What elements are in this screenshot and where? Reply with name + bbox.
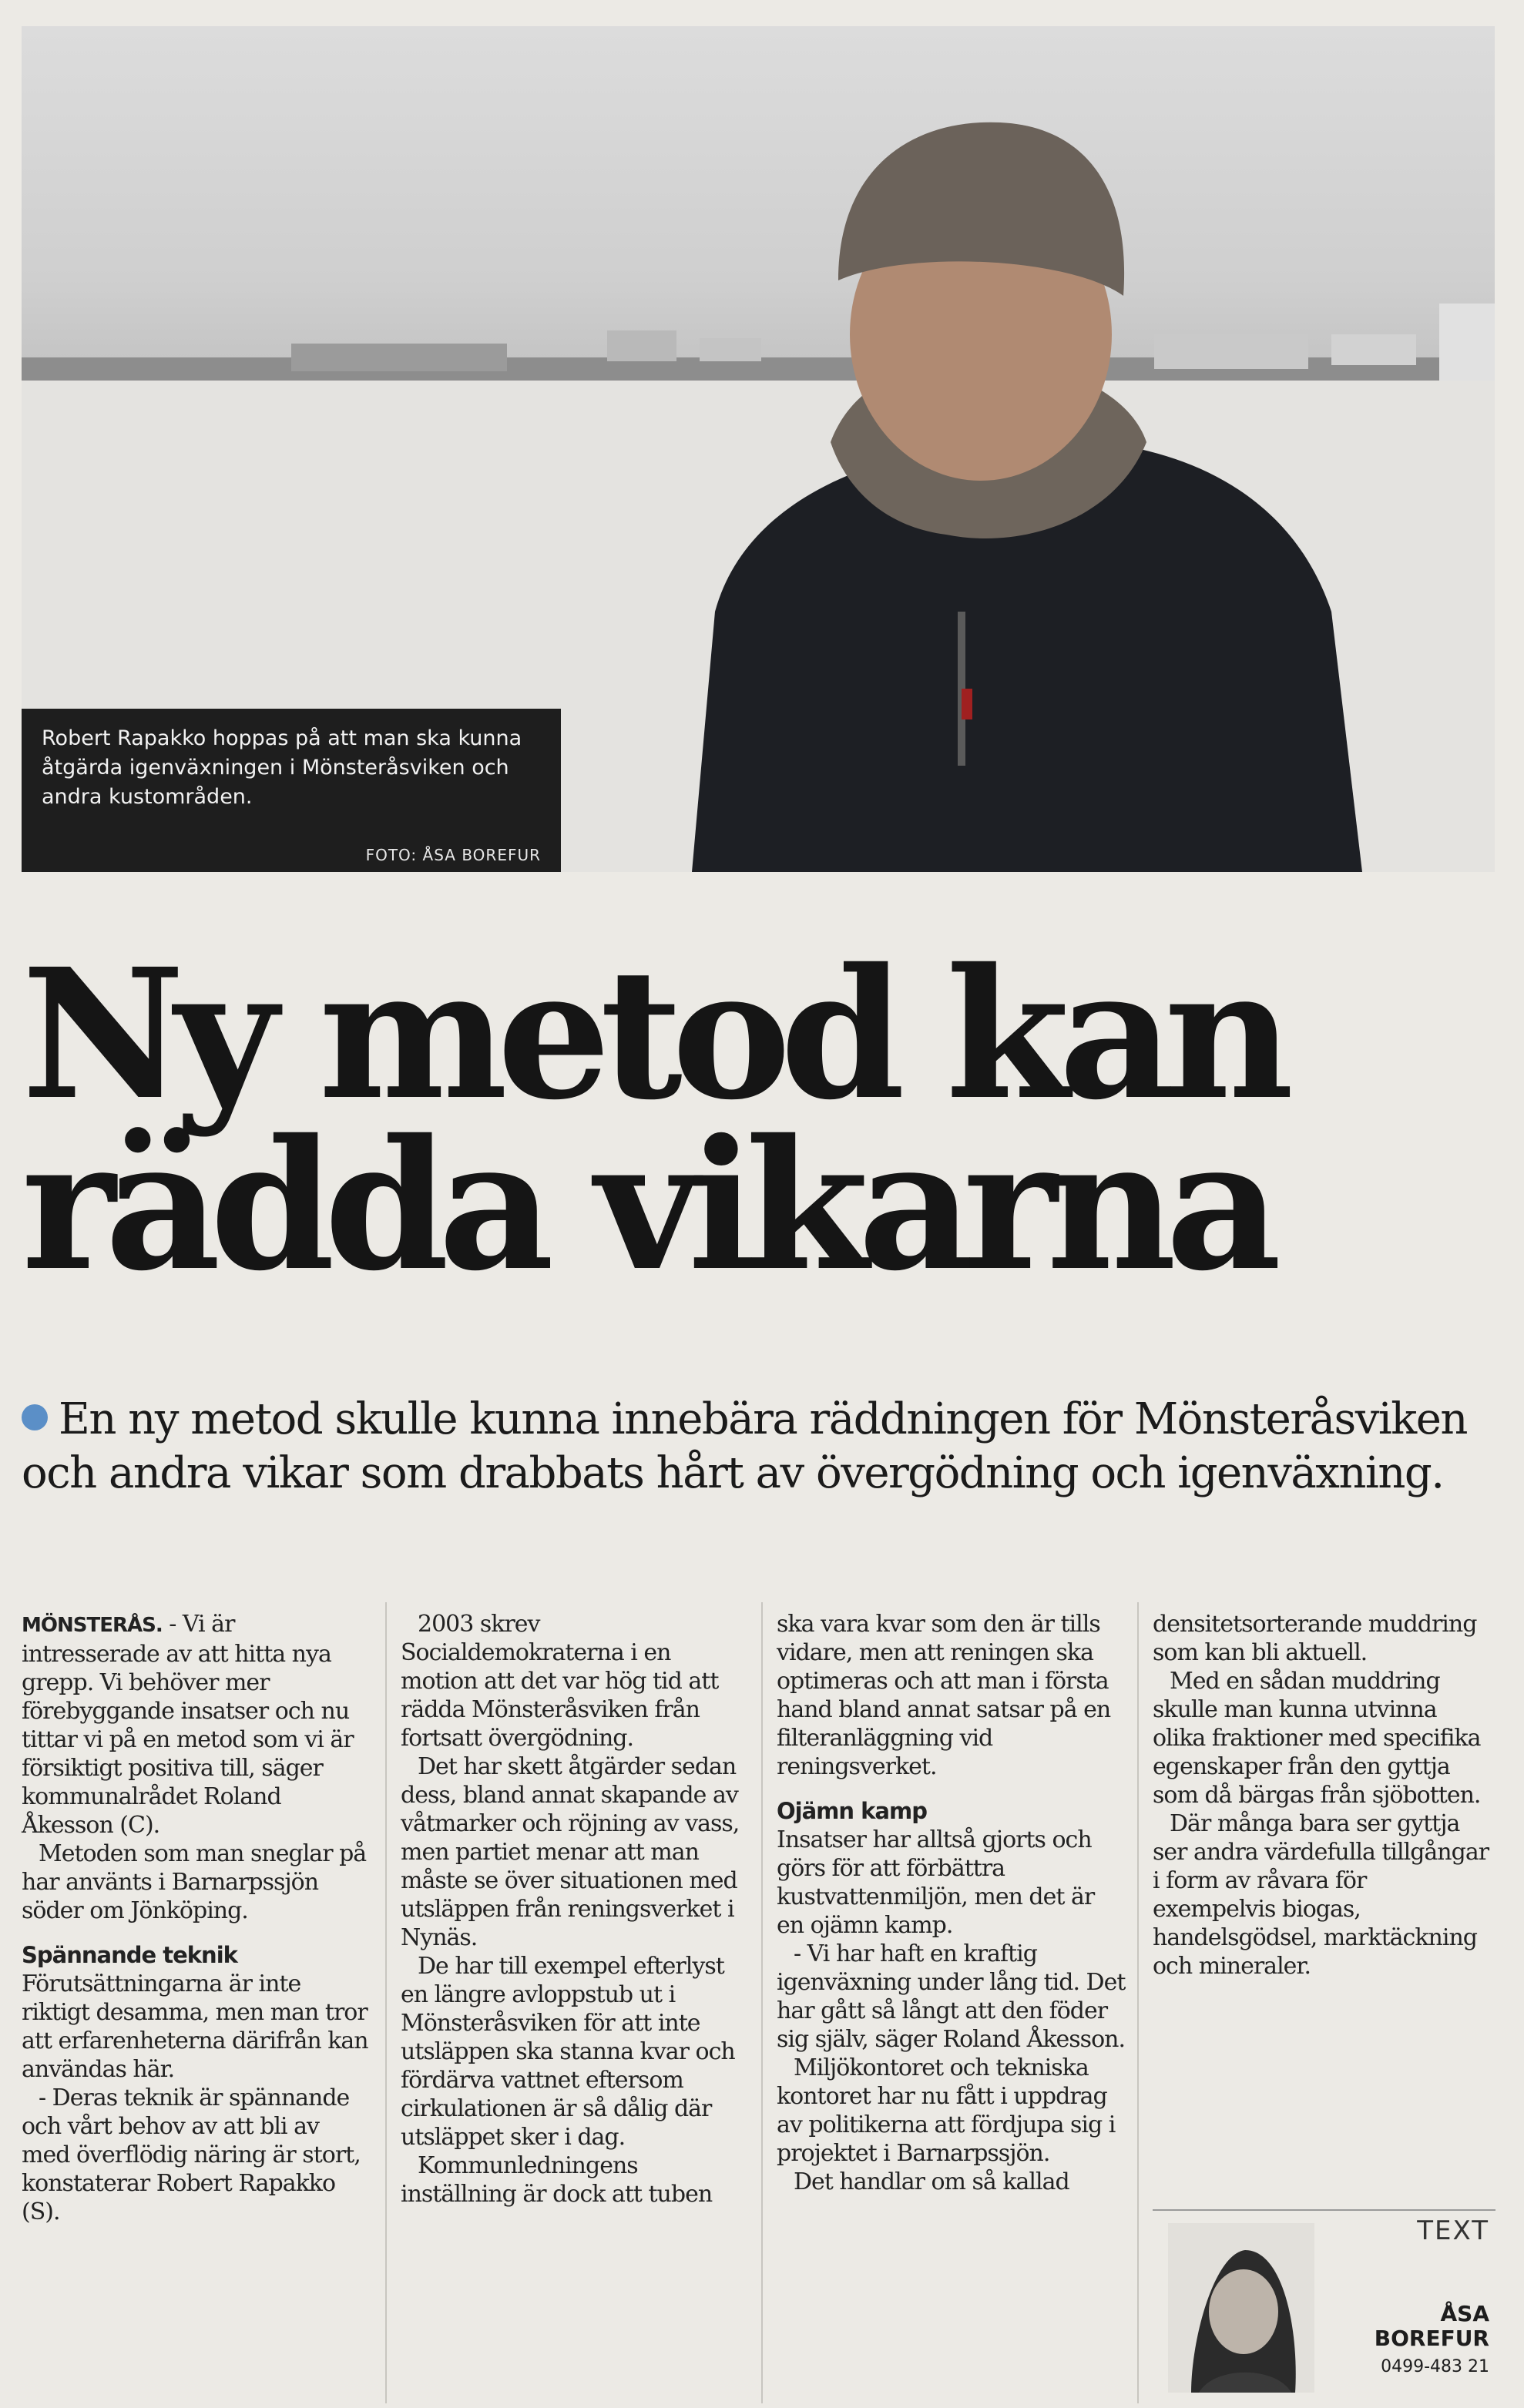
- paragraph: Insatser har alltså gjorts och görs för att förbättra kustvattenmiljön, men det är en ojämn kamp.: [777, 1826, 1095, 1939]
- paragraph: Metoden som man sneglar på har använts i Barnarpssjön söder om Jönköping.: [22, 1840, 367, 1924]
- news-photo: [22, 26, 1495, 872]
- column-divider: [761, 1602, 763, 2403]
- article-lead: [22, 1393, 1485, 1501]
- article-column-3: [777, 1610, 1127, 2196]
- column-divider: [1137, 1602, 1139, 2403]
- lead-text: En ny metod skulle kunna innebära räddningen för Mönsteråsviken och andra vikar som drabbats hårt av övergödning och igenväxning.: [22, 1394, 1467, 1498]
- photo-caption-box: [22, 709, 561, 872]
- subheading: Ojämn kamp: [777, 1798, 927, 1824]
- paragraph: ska vara kvar som den är tills vidare, men att reningen ska optimeras och att man i första hand bland annat satsar på en filteranläggning vid reningsverket.: [777, 1611, 1111, 1780]
- paragraph: - Deras teknik är spännande och vårt behov av att bli av med överflödig näring är stort, konstaterar Robert Rapakko (S).: [22, 2084, 361, 2225]
- author-first-name: ÅSA: [1440, 2301, 1489, 2326]
- paragraph: Det har skett åtgärder sedan dess, bland annat skapande av våtmarker och röjning av vass, men partiet menar att man måste se över situationen med utsläppen från reningsverket i Nynäs.: [401, 1753, 740, 1951]
- subheading: Spännande teknik: [22, 1942, 237, 1968]
- article-column-1: [22, 1610, 372, 2226]
- column-divider: [385, 1602, 387, 2403]
- photo-credit: FOTO: ÅSA BOREFUR: [365, 846, 541, 864]
- bullet-icon: [22, 1404, 48, 1430]
- paragraph: Miljökontoret och tekniska kontoret har nu fått i uppdrag av politikerna att fördjupa sig i projektet i Barnarpssjön.: [777, 2054, 1116, 2167]
- author-last-name: BOREFUR: [1374, 2326, 1489, 2351]
- author-avatar: [1168, 2223, 1314, 2393]
- article-column-4: [1153, 1610, 1495, 1980]
- author-phone: 0499-483 21: [1381, 2357, 1489, 2376]
- paragraph: Där många bara ser gyttja ser andra värdefulla tillgångar i form av råvara för exempelvis biogas, handelsgödsel, marktäckning och mineraler.: [1153, 1810, 1489, 1980]
- paragraph: De har till exempel efterlyst en längre avloppstub ut i Mönsteråsviken för att inte utsläppen ska stanna kvar och fördärva vattnet eftersom cirkulationen är så dålig där utsläppet sker i dag.: [401, 1953, 735, 2151]
- paragraph: Det handlar om så kallad: [794, 2168, 1069, 2195]
- author-name: [1375, 2302, 1489, 2351]
- paragraph: [22, 1610, 372, 1840]
- byline-label: TEXT: [1417, 2215, 1489, 2246]
- paragraph: - Vi har haft en kraftig igenväxning under lång tid. Det har gått så långt att den föder sig själv, säger Roland Åkesson.: [777, 1940, 1126, 2053]
- paragraph: 2003 skrev Socialdemokraterna i en motion att det var hög tid att rädda Mönsteråsviken från fortsatt övergödning.: [401, 1611, 719, 1752]
- photo-caption: Robert Rapakko hoppas på att man ska kunna åtgärda igenväxningen i Mönsteråsviken och andra kustområden.: [42, 726, 522, 809]
- author-byline: [1153, 2209, 1495, 2403]
- article-headline: Ny metod kan rädda vikarna: [22, 929, 1284, 1310]
- paragraph: Med en sådan muddring skulle man kunna utvinna olika fraktioner med specifika egenskaper från den gyttja som då bärgas från sjöbotten.: [1153, 1668, 1481, 1809]
- article-column-2: [401, 1610, 751, 2208]
- paragraph: Kommunledningens inställning är dock att tuben: [401, 2152, 713, 2208]
- dateline: MÖNSTERÅS.: [22, 1614, 163, 1637]
- paragraph-text: - Vi är intresserade av att hitta nya grepp. Vi behöver mer förebyggande insatser och nu tittar vi på en metod som vi är försiktigt positiva till, säger kommunalrådet Roland Åkesson (C).: [22, 1611, 354, 1839]
- paragraph: densitetsorterande muddring som kan bli aktuell.: [1153, 1611, 1477, 1666]
- paragraph: Förutsättningarna är inte riktigt desamma, men man tror att erfarenheterna därifrån kan användas här.: [22, 1970, 368, 2083]
